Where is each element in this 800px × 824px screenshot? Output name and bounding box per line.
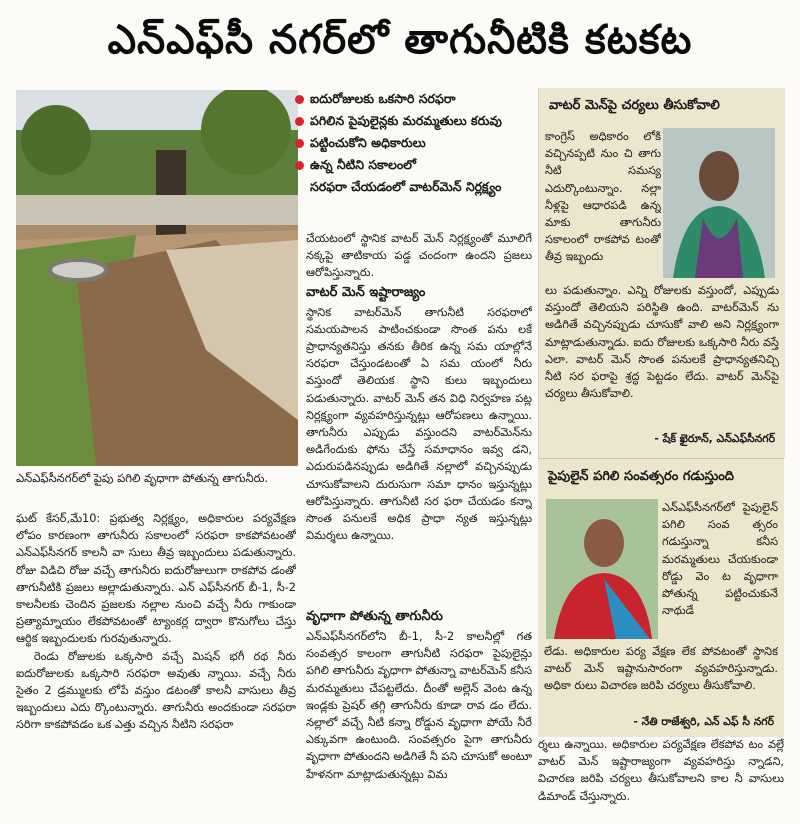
portrait-illustration <box>663 128 775 278</box>
highlight-item: ఉన్న నీటిని సకాలంలో <box>292 154 538 176</box>
portrait-illustration <box>546 499 658 639</box>
road-photo <box>16 90 298 466</box>
subhead-waterman: వాటర్ మెన్ ఇష్టారాజ్యం <box>306 284 426 300</box>
highlight-item: పట్టించుకోని అధికారులు <box>292 132 538 154</box>
highlight-item: సరఫరా చేయడంలో వాటర్‌మెన్ నిర్లక్ష్యం <box>310 179 502 194</box>
quote-text: లు పడుతున్నాం. ఎన్ని రోజులకు వస్తుందో, ఎప్పుడు వస్తుందో తెలియని పరిస్థితి ఉంది. వాటర్‌మెన్ ను అడిగితే వచ్చినప్పుడు చూసుకో వాలి అని నిర్లక్ష్యంగా మాట్లాడుతున్నాడు. ఐదు రోజులకు ఒక్కసారి నీరు వస్తే ఎలా. వాటర్ మెన్ సొంత పనులకే ప్రాధాన్యతనిచ్చి నీటి సర ఫరాపై శ్రద్ధ పెట్టడం లేదు. వాటర్ మెన్‌పై చర్యలు తీసుకోవాలి. <box>545 284 779 401</box>
middle-column <box>306 230 532 600</box>
headline: ఎన్ఎఫ్‌సీ నగర్‌లో తాగునీటికి కటకట <box>107 17 693 63</box>
article-paragraph: ఎన్ఎఫ్‌సీనగర్‌లోని బీ-1, సీ-2 కాలనీల్లో గత సంవత్సర కాలంగా తాగునీటి సరఫరా పైపులైన్లు పగిలి తాగునీరు వృధాగా పోతున్నా వాటర్‌మెన్ కనీస మరమ్మతులు చేపట్టలేదు. దీంతో అల్లెన్ వెంట ఉన్న ఇండ్లకు ప్రెషర్ తగ్గి తాగునీరు కూడా రావ డం లేదు. నల్లాలో వచ్చే నీటి కన్నా రోడ్డున వృధాగా పోయే నీరే ఎక్కువగా ఉంటుంది. సంవత్సరం పైగా తాగునీరు వృధాగా పోతుందని అడిగితే నీ పని చూసుకో అంటూ హేళనగా మాట్లాడుతున్నట్లు విమ <box>306 630 532 781</box>
article-paragraph: చేయటంలో స్థానిక వాటర్ మెన్ నిర్లక్ష్యంతో మూలిగే నక్కపై తాటికాయ పడ్డ చందంగా ఉందని ప్రజలు ఆరోపిస్తున్నారు. <box>306 232 532 280</box>
middle-column-2 <box>306 606 532 811</box>
highlights-list <box>292 88 538 198</box>
right-bottom-paragraph: ర్శలు ఉన్నాయి. అధికారుల పర్యవేక్షణ లేకపోవ టం వల్లే వాటర్ మెన్ ఇష్టారాజ్యంగా వ్యవహరిస్తు న్నాడని, విచారణ జరిపి చర్యలు తీసుకోవాలని కాల నీ వాసులు డిమాండ్ చేస్తున్నారు. <box>538 738 784 803</box>
signature: - నేతి రాజేశ్వరి, ఎన్ ఎఫ్ సీ నగర్ <box>633 715 774 728</box>
quote-text: లేడు. అధికారుల పర్య వేక్షణ లేక పోవటంతో స్థానిక వాటర్ మెన్ ఇష్టానుసారంగా వ్యవహరిస్తున్నాడు. అధికా రులు విచారణ జరిపి చర్యలు తీసుకోవాలి. <box>544 645 778 693</box>
article-paragraph: ఘట్ కేసర్,మే10: ప్రభుత్వ నిర్లక్ష్యం, అధికారుల పర్యవేక్షణ లోపం కారణంగా తాగునీరు సకాలంలో సరఫరా కాకపోవటంతో ఎన్ఎఫ్‌సీనగర్ కాలనీ వా సులు తీవ్ర ఇబ్బందులు పడుతున్నారు. రోజు విడిచి రోజు వచ్చే తాగునీరు ఐదురోజులుగా రాకపోవ డంతో తాగునీటికి ప్రజలు అల్లాడుతున్నారు. ఎన్ ఎఫ్‌సీనగర్ బీ-1, సీ-2 కాలనీలకు చెందిన ప్రజలకు నల్లాల నుంచి వచ్చే నీరు గాకుండా ప్రత్యామ్నాయం లేకపోవటంతో ట్యాంకర్ల ద్వారా కొనుగోలు చేస్తు ఆర్థిక ఇబ్బందులకు గురవుతున్నారు. <box>16 512 296 646</box>
road-photo-illustration <box>16 90 298 466</box>
highlight-item: ఐదురోజులకు ఒకసారి సరఫరా <box>292 88 538 110</box>
article-paragraph: రెండు రోజులకు ఒక్కసారి వచ్చే మిషన్ భగీ రథ నీరు ఐదురోజులకు ఒక్కసారి సరఫరా అవుతు న్నాయి. వచ్చే నీరు సైతం 2 డ్రమ్ములకు లోపే వస్తుం డటంతో కాలనీ వాసులు తీవ్ర ఇబ్బందులు ఎదు ర్కొంటున్నారు. తాగునీరు అందకుండా సరఫరా సరిగా కాకపోవడం ఒక ఎత్తు వచ్చిన నీటిని సరఫరా <box>16 649 296 732</box>
portrait-photo-2 <box>546 499 658 639</box>
photo-caption: ఎన్ఎఫ్‌సీనగర్‌లో పైపు పగిలి వృధాగా పోతున్న తాగునీరు. <box>16 471 269 485</box>
portrait-photo-1 <box>663 128 775 278</box>
quote-box-1 <box>538 88 785 458</box>
signature: - షేక్ ఖైరూన్, ఎన్ఎఫ్‌సీనగర్ <box>654 432 775 445</box>
highlight-item: పగిలిన పైపులైన్లకు మరమ్మతులు కరువు <box>292 110 538 132</box>
quote-box-2 <box>538 458 784 737</box>
article-paragraph: స్థానిక వాటర్‌మెన్ తాగునీటి సరఫరాలో సమయపాలన పాటించకుండా సొంత పను లకే ప్రాధాన్యతనిస్తు తనకు తీరిక ఉన్న సమ యాల్లోనే సరఫరా చేస్తుండటంతో ఏ సమ యంలో నీరు వస్తుందో తెలియక స్థాని కులు ఇబ్బందులు పడుతున్నారు. వాటర్ మెన్ తన విధి నిర్వహణ పట్ల నిర్లక్ష్యంగా వ్యవహరిస్తున్నట్లు ఆరోపణలు ఉన్నాయి. తాగునీరు ఎప్పుడు వస్తుందని వాటర్‌మెన్‌ను అడిగేందుకు ఫోను చేస్తే సమాధానం ఇవ్వ డని, ఎదురుపడినప్పుడు అడిగితే నల్లాలో వచ్చినప్పుడు చూసుకోవాలని దురుసుగా సమా ధానం ఇస్తున్నట్లు ఆరోపిస్తున్నారు. తాగునీటి సర ఫరా చేయడం కన్నా సొంత పనులకే అధిక ప్రాధా న్యత ఇస్తున్నట్లు విమర్శలు ఉన్నాయి. <box>306 305 532 543</box>
quote-text: కాంగ్రెస్ అధికారం లోకి వచ్చినప్పటి నుం చి తాగు నీటి సమస్య ఎదుర్కొంటున్నాం. నల్లా నీళ్లపై ఆధారపడి ఉన్న మాకు తాగునీరు సకాలంలో రాకపోవ టంతో తీవ్ర ఇబ్బందు <box>545 130 661 264</box>
quote-box-title: వాటర్ మెన్‌పై చర్యలు తీసుకోవాలి <box>549 98 720 113</box>
left-column <box>16 510 296 810</box>
quote-text: ఎన్ఎఫ్‌సీనగర్‌లో పైపులైన్ పగిలి సంవ త్సరం గడుస్తున్నా కనీస మరమ్మతులు చేయకుండా రోడ్డు వెం ట వృధాగా పోతున్న పట్టించుకునే నాథుడే <box>662 501 778 618</box>
subhead-wastage: వృధాగా పోతున్న తాగునీరు <box>306 609 443 624</box>
quote-box-title: పైపులైన్ పగిలి సంవత్సరం గడుస్తుంది <box>548 469 734 484</box>
